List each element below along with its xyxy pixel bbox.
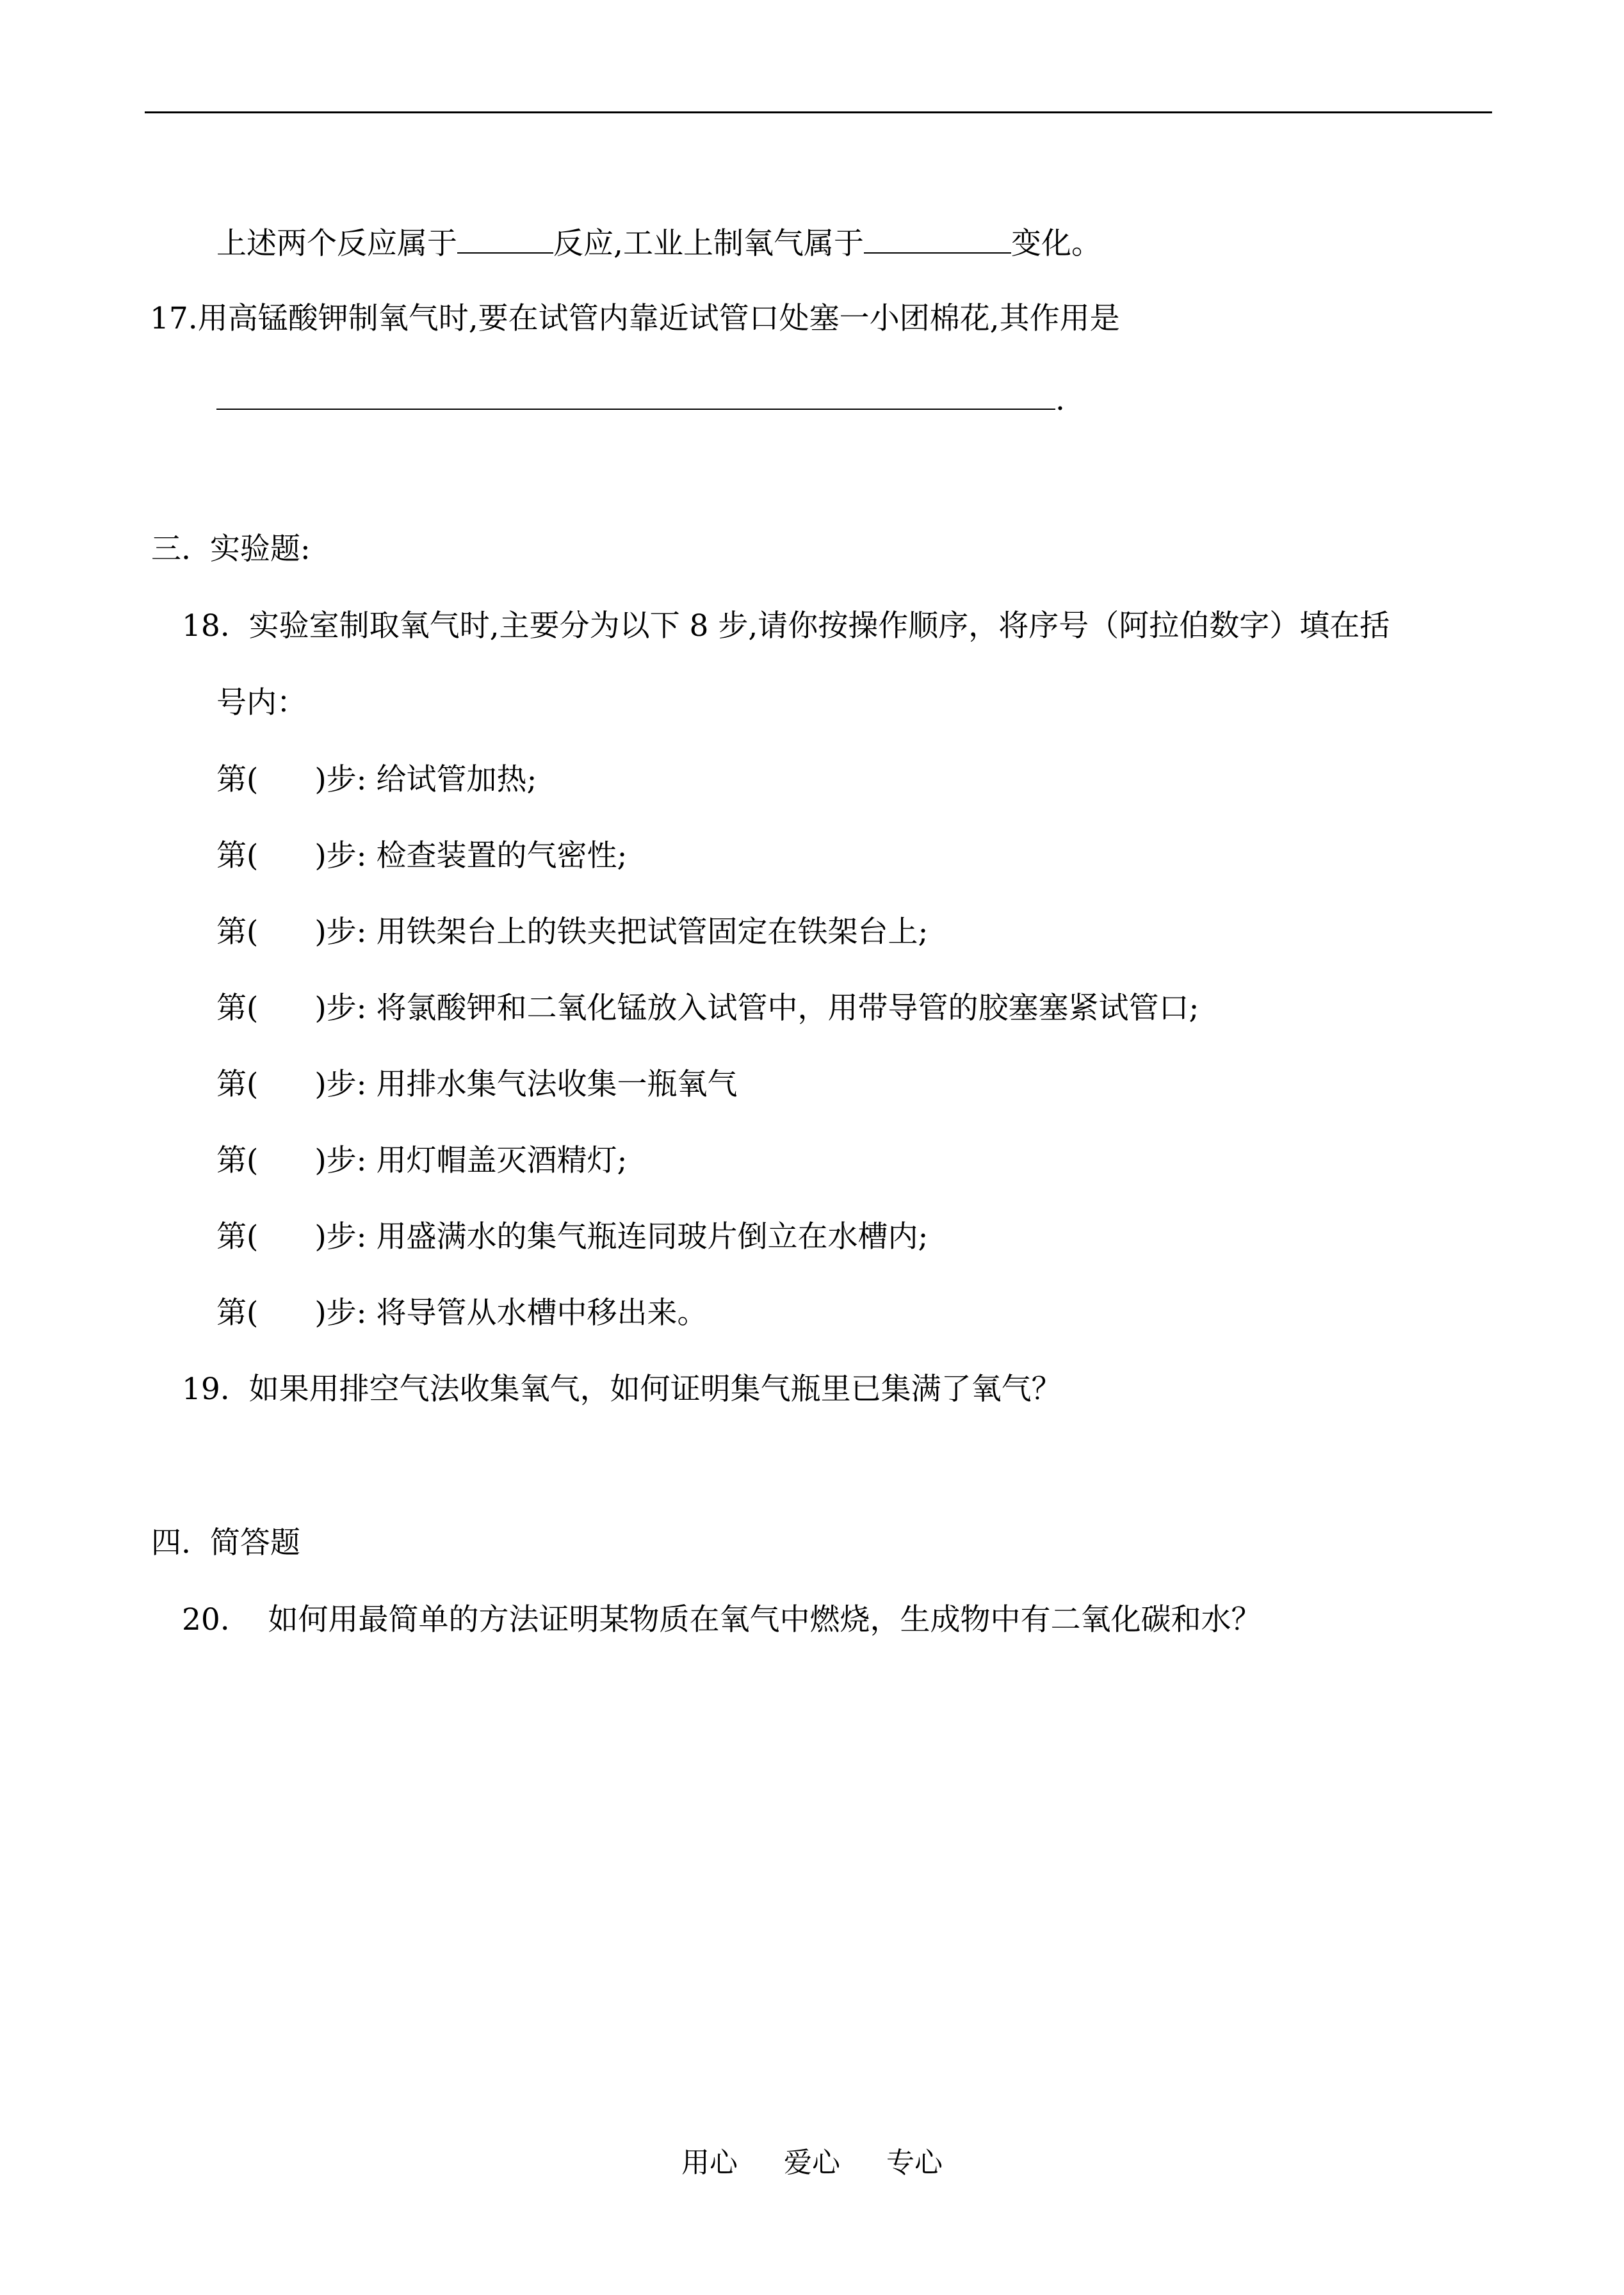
q18-line-2: 号内： bbox=[216, 685, 307, 720]
q18-step bbox=[216, 1294, 707, 1333]
step-suffix: )步: bbox=[314, 762, 367, 797]
footer-item: 爱心 bbox=[784, 2146, 840, 2179]
q17-line-1: 17.用高锰酸钾制氧气时,要在试管内靠近试管口处塞一小团棉花,其作用是 bbox=[150, 301, 1120, 336]
q17-line-end: . bbox=[1055, 382, 1065, 418]
q16-text-part2: 反应,工业上制氧气属于 bbox=[553, 226, 864, 261]
step-text: 给试管加热; bbox=[376, 762, 537, 797]
step-prefix: 第( bbox=[216, 762, 259, 797]
step-text: 用盛满水的集气瓶连同玻片倒立在水槽内; bbox=[376, 1219, 929, 1254]
step-text: 用铁架台上的铁夹把试管固定在铁架台上; bbox=[376, 914, 929, 950]
step-suffix: )步: bbox=[314, 1295, 367, 1331]
q18-step bbox=[216, 837, 627, 875]
page-footer bbox=[0, 2145, 1624, 2181]
q16-text-part3: 变化。 bbox=[1011, 226, 1101, 261]
step-suffix: )步: bbox=[314, 1143, 367, 1178]
q18-step bbox=[216, 761, 537, 799]
q17-line-2 bbox=[216, 379, 1065, 418]
q18-step bbox=[216, 1142, 627, 1180]
section-3-title: 三. 实验题: bbox=[151, 531, 311, 567]
footer-item: 专心 bbox=[886, 2146, 943, 2179]
header-rule bbox=[145, 111, 1492, 113]
step-text: 将导管从水槽中移出来。 bbox=[376, 1295, 708, 1331]
step-suffix: )步: bbox=[314, 914, 367, 950]
q19-text: 19. 如果用排空气法收集氧气，如何证明集气瓶里已集满了氧气？ bbox=[182, 1372, 1062, 1407]
step-text: 用排水集气法收集一瓶氧气 bbox=[376, 1067, 738, 1102]
q16-line bbox=[216, 223, 1101, 261]
q16-blank-2[interactable] bbox=[864, 223, 1011, 254]
q16-text-part1: 上述两个反应属于 bbox=[216, 226, 457, 261]
step-suffix: )步: bbox=[314, 1067, 367, 1102]
q18-step bbox=[216, 1066, 737, 1104]
q16-blank-1[interactable] bbox=[457, 223, 553, 254]
q18-step bbox=[216, 989, 1199, 1028]
step-prefix: 第( bbox=[216, 991, 259, 1026]
step-suffix: )步: bbox=[314, 991, 367, 1026]
q18-line-1: 18. 实验室制取氧气时,主要分为以下 8 步,请你按操作顺序，将序号（阿拉伯数字）填在括 bbox=[182, 608, 1390, 644]
q20-text: 20. 如何用最简单的方法证明某物质在氧气中燃烧，生成物中有二氧化碳和水？ bbox=[182, 1602, 1262, 1637]
footer-item: 用心 bbox=[681, 2146, 738, 2179]
step-prefix: 第( bbox=[216, 914, 259, 950]
step-text: 用灯帽盖灭酒精灯; bbox=[376, 1143, 628, 1178]
step-prefix: 第( bbox=[216, 838, 259, 873]
step-prefix: 第( bbox=[216, 1219, 259, 1254]
step-suffix: )步: bbox=[314, 838, 367, 873]
step-prefix: 第( bbox=[216, 1295, 259, 1331]
section-4-title: 四. 简答题 bbox=[151, 1525, 300, 1561]
q18-step bbox=[216, 1218, 928, 1256]
step-prefix: 第( bbox=[216, 1067, 259, 1102]
step-text: 检查装置的气密性; bbox=[376, 838, 628, 873]
step-text: 将氯酸钾和二氧化锰放入试管中，用带导管的胶塞塞紧试管口; bbox=[376, 991, 1199, 1026]
q17-answer-blank[interactable] bbox=[216, 379, 1055, 410]
q18-step bbox=[216, 913, 928, 952]
step-prefix: 第( bbox=[216, 1143, 259, 1178]
step-suffix: )步: bbox=[314, 1219, 367, 1254]
